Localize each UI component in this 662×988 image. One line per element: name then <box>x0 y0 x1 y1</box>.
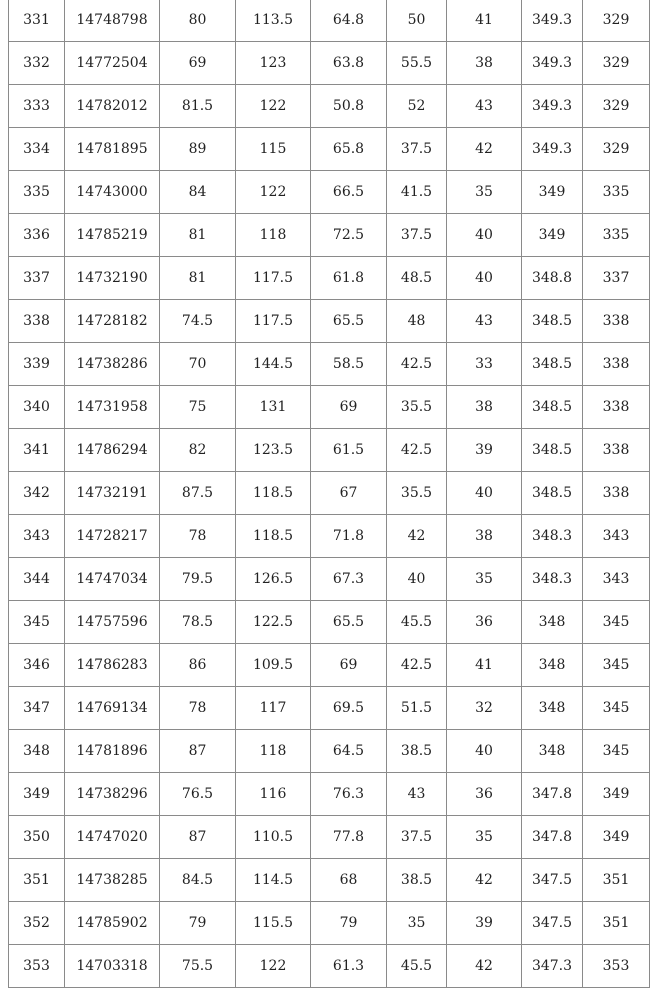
table-row <box>9 257 650 300</box>
place-cell: 338 <box>583 300 650 343</box>
score-5-cell: 36 <box>447 601 522 644</box>
table-body <box>9 0 650 988</box>
rank-cell: 348 <box>9 730 65 773</box>
rank-cell: 345 <box>9 601 65 644</box>
rank-cell: 344 <box>9 558 65 601</box>
place-cell: 345 <box>583 601 650 644</box>
score-3-cell: 61.3 <box>311 945 387 988</box>
candidate-id-cell: 14738296 <box>65 773 160 816</box>
total-cell: 348.5 <box>522 429 583 472</box>
total-cell: 348 <box>522 687 583 730</box>
rank-cell: 349 <box>9 773 65 816</box>
candidate-id-cell: 14747034 <box>65 558 160 601</box>
score-1-cell: 70 <box>160 343 236 386</box>
rank-cell: 342 <box>9 472 65 515</box>
candidate-id-cell: 14728182 <box>65 300 160 343</box>
score-2-cell: 144.5 <box>236 343 311 386</box>
score-1-cell: 87.5 <box>160 472 236 515</box>
candidate-id-cell: 14782012 <box>65 85 160 128</box>
rank-cell: 336 <box>9 214 65 257</box>
total-cell: 348.5 <box>522 386 583 429</box>
total-cell: 348.3 <box>522 515 583 558</box>
total-cell: 348 <box>522 730 583 773</box>
score-2-cell: 113.5 <box>236 0 311 42</box>
place-cell: 329 <box>583 0 650 42</box>
score-3-cell: 66.5 <box>311 171 387 214</box>
rank-cell: 338 <box>9 300 65 343</box>
candidate-id-cell: 14738285 <box>65 859 160 902</box>
score-3-cell: 64.8 <box>311 0 387 42</box>
score-4-cell: 37.5 <box>387 128 447 171</box>
score-3-cell: 63.8 <box>311 42 387 85</box>
score-5-cell: 35 <box>447 171 522 214</box>
score-1-cell: 84 <box>160 171 236 214</box>
place-cell: 345 <box>583 687 650 730</box>
candidate-id-cell: 14781895 <box>65 128 160 171</box>
score-2-cell: 118 <box>236 214 311 257</box>
table-row <box>9 601 650 644</box>
table-row <box>9 644 650 687</box>
score-2-cell: 122 <box>236 85 311 128</box>
place-cell: 349 <box>583 773 650 816</box>
score-2-cell: 115.5 <box>236 902 311 945</box>
score-table-container <box>8 0 649 988</box>
total-cell: 347.3 <box>522 945 583 988</box>
score-1-cell: 74.5 <box>160 300 236 343</box>
score-2-cell: 110.5 <box>236 816 311 859</box>
score-5-cell: 35 <box>447 816 522 859</box>
score-3-cell: 61.5 <box>311 429 387 472</box>
total-cell: 347.8 <box>522 816 583 859</box>
score-4-cell: 55.5 <box>387 42 447 85</box>
table-row <box>9 343 650 386</box>
table-row <box>9 687 650 730</box>
rank-cell: 341 <box>9 429 65 472</box>
place-cell: 349 <box>583 816 650 859</box>
score-1-cell: 75 <box>160 386 236 429</box>
total-cell: 349 <box>522 171 583 214</box>
score-3-cell: 72.5 <box>311 214 387 257</box>
score-1-cell: 81.5 <box>160 85 236 128</box>
table-row <box>9 85 650 128</box>
table-row <box>9 945 650 988</box>
rank-cell: 334 <box>9 128 65 171</box>
score-4-cell: 37.5 <box>387 214 447 257</box>
score-2-cell: 117.5 <box>236 300 311 343</box>
score-3-cell: 79 <box>311 902 387 945</box>
score-4-cell: 48.5 <box>387 257 447 300</box>
place-cell: 345 <box>583 644 650 687</box>
score-3-cell: 50.8 <box>311 85 387 128</box>
score-3-cell: 77.8 <box>311 816 387 859</box>
rank-cell: 340 <box>9 386 65 429</box>
candidate-id-cell: 14748798 <box>65 0 160 42</box>
score-1-cell: 78.5 <box>160 601 236 644</box>
rank-cell: 332 <box>9 42 65 85</box>
total-cell: 348 <box>522 601 583 644</box>
place-cell: 345 <box>583 730 650 773</box>
candidate-id-cell: 14785902 <box>65 902 160 945</box>
score-5-cell: 42 <box>447 945 522 988</box>
score-3-cell: 69.5 <box>311 687 387 730</box>
candidate-id-cell: 14772504 <box>65 42 160 85</box>
candidate-id-cell: 14769134 <box>65 687 160 730</box>
rank-cell: 352 <box>9 902 65 945</box>
score-table <box>8 0 650 988</box>
total-cell: 347.5 <box>522 902 583 945</box>
rank-cell: 350 <box>9 816 65 859</box>
score-4-cell: 45.5 <box>387 945 447 988</box>
score-5-cell: 42 <box>447 859 522 902</box>
score-4-cell: 52 <box>387 85 447 128</box>
score-1-cell: 79 <box>160 902 236 945</box>
candidate-id-cell: 14732191 <box>65 472 160 515</box>
place-cell: 338 <box>583 386 650 429</box>
score-4-cell: 45.5 <box>387 601 447 644</box>
score-5-cell: 41 <box>447 644 522 687</box>
score-4-cell: 37.5 <box>387 816 447 859</box>
rank-cell: 346 <box>9 644 65 687</box>
score-5-cell: 35 <box>447 558 522 601</box>
rank-cell: 337 <box>9 257 65 300</box>
score-5-cell: 38 <box>447 515 522 558</box>
score-1-cell: 76.5 <box>160 773 236 816</box>
score-4-cell: 41.5 <box>387 171 447 214</box>
candidate-id-cell: 14781896 <box>65 730 160 773</box>
candidate-id-cell: 14786294 <box>65 429 160 472</box>
total-cell: 349.3 <box>522 85 583 128</box>
score-2-cell: 123.5 <box>236 429 311 472</box>
score-2-cell: 118 <box>236 730 311 773</box>
score-3-cell: 58.5 <box>311 343 387 386</box>
total-cell: 348.5 <box>522 300 583 343</box>
total-cell: 347.8 <box>522 773 583 816</box>
candidate-id-cell: 14747020 <box>65 816 160 859</box>
place-cell: 338 <box>583 429 650 472</box>
total-cell: 349.3 <box>522 42 583 85</box>
place-cell: 335 <box>583 171 650 214</box>
table-row <box>9 128 650 171</box>
score-3-cell: 65.8 <box>311 128 387 171</box>
table-row <box>9 300 650 343</box>
score-1-cell: 87 <box>160 816 236 859</box>
table-row <box>9 730 650 773</box>
place-cell: 338 <box>583 472 650 515</box>
score-1-cell: 87 <box>160 730 236 773</box>
candidate-id-cell: 14731958 <box>65 386 160 429</box>
score-1-cell: 82 <box>160 429 236 472</box>
score-5-cell: 40 <box>447 257 522 300</box>
rank-cell: 351 <box>9 859 65 902</box>
rank-cell: 343 <box>9 515 65 558</box>
total-cell: 347.5 <box>522 859 583 902</box>
score-4-cell: 35.5 <box>387 472 447 515</box>
score-2-cell: 109.5 <box>236 644 311 687</box>
score-4-cell: 38.5 <box>387 859 447 902</box>
score-5-cell: 43 <box>447 300 522 343</box>
total-cell: 349.3 <box>522 0 583 42</box>
table-row <box>9 0 650 42</box>
score-3-cell: 69 <box>311 386 387 429</box>
candidate-id-cell: 14738286 <box>65 343 160 386</box>
table-row <box>9 773 650 816</box>
total-cell: 348.5 <box>522 343 583 386</box>
score-5-cell: 39 <box>447 902 522 945</box>
score-3-cell: 65.5 <box>311 300 387 343</box>
candidate-id-cell: 14743000 <box>65 171 160 214</box>
score-2-cell: 123 <box>236 42 311 85</box>
table-row <box>9 214 650 257</box>
total-cell: 349.3 <box>522 128 583 171</box>
score-4-cell: 51.5 <box>387 687 447 730</box>
table-row <box>9 515 650 558</box>
table-row <box>9 859 650 902</box>
score-3-cell: 67.3 <box>311 558 387 601</box>
candidate-id-cell: 14786283 <box>65 644 160 687</box>
score-2-cell: 117.5 <box>236 257 311 300</box>
total-cell: 348.8 <box>522 257 583 300</box>
score-5-cell: 43 <box>447 85 522 128</box>
score-2-cell: 122.5 <box>236 601 311 644</box>
score-2-cell: 118.5 <box>236 515 311 558</box>
score-5-cell: 41 <box>447 0 522 42</box>
score-4-cell: 43 <box>387 773 447 816</box>
score-4-cell: 48 <box>387 300 447 343</box>
place-cell: 351 <box>583 859 650 902</box>
table-row <box>9 558 650 601</box>
total-cell: 348.3 <box>522 558 583 601</box>
total-cell: 348.5 <box>522 472 583 515</box>
score-5-cell: 33 <box>447 343 522 386</box>
score-5-cell: 32 <box>447 687 522 730</box>
score-4-cell: 38.5 <box>387 730 447 773</box>
rank-cell: 339 <box>9 343 65 386</box>
table-row <box>9 472 650 515</box>
candidate-id-cell: 14757596 <box>65 601 160 644</box>
score-5-cell: 40 <box>447 214 522 257</box>
score-1-cell: 69 <box>160 42 236 85</box>
place-cell: 353 <box>583 945 650 988</box>
candidate-id-cell: 14785219 <box>65 214 160 257</box>
score-2-cell: 115 <box>236 128 311 171</box>
candidate-id-cell: 14703318 <box>65 945 160 988</box>
score-2-cell: 122 <box>236 945 311 988</box>
score-3-cell: 71.8 <box>311 515 387 558</box>
place-cell: 343 <box>583 515 650 558</box>
rank-cell: 353 <box>9 945 65 988</box>
score-3-cell: 76.3 <box>311 773 387 816</box>
score-1-cell: 79.5 <box>160 558 236 601</box>
score-2-cell: 126.5 <box>236 558 311 601</box>
score-1-cell: 86 <box>160 644 236 687</box>
table-row <box>9 902 650 945</box>
score-3-cell: 64.5 <box>311 730 387 773</box>
total-cell: 348 <box>522 644 583 687</box>
rank-cell: 331 <box>9 0 65 42</box>
score-4-cell: 42 <box>387 515 447 558</box>
score-4-cell: 42.5 <box>387 343 447 386</box>
score-1-cell: 75.5 <box>160 945 236 988</box>
score-3-cell: 67 <box>311 472 387 515</box>
score-4-cell: 35 <box>387 902 447 945</box>
table-row <box>9 171 650 214</box>
place-cell: 329 <box>583 128 650 171</box>
place-cell: 337 <box>583 257 650 300</box>
score-2-cell: 114.5 <box>236 859 311 902</box>
score-5-cell: 38 <box>447 42 522 85</box>
rank-cell: 347 <box>9 687 65 730</box>
score-2-cell: 118.5 <box>236 472 311 515</box>
score-2-cell: 117 <box>236 687 311 730</box>
score-4-cell: 50 <box>387 0 447 42</box>
place-cell: 335 <box>583 214 650 257</box>
score-5-cell: 40 <box>447 730 522 773</box>
score-3-cell: 61.8 <box>311 257 387 300</box>
table-row <box>9 816 650 859</box>
score-1-cell: 78 <box>160 515 236 558</box>
score-3-cell: 68 <box>311 859 387 902</box>
total-cell: 349 <box>522 214 583 257</box>
place-cell: 329 <box>583 85 650 128</box>
place-cell: 329 <box>583 42 650 85</box>
score-1-cell: 81 <box>160 257 236 300</box>
score-3-cell: 65.5 <box>311 601 387 644</box>
score-5-cell: 40 <box>447 472 522 515</box>
score-4-cell: 35.5 <box>387 386 447 429</box>
candidate-id-cell: 14728217 <box>65 515 160 558</box>
rank-cell: 333 <box>9 85 65 128</box>
score-2-cell: 116 <box>236 773 311 816</box>
score-1-cell: 78 <box>160 687 236 730</box>
table-row <box>9 429 650 472</box>
place-cell: 351 <box>583 902 650 945</box>
score-2-cell: 122 <box>236 171 311 214</box>
score-5-cell: 36 <box>447 773 522 816</box>
score-1-cell: 80 <box>160 0 236 42</box>
score-5-cell: 38 <box>447 386 522 429</box>
score-2-cell: 131 <box>236 386 311 429</box>
rank-cell: 335 <box>9 171 65 214</box>
score-1-cell: 89 <box>160 128 236 171</box>
score-1-cell: 81 <box>160 214 236 257</box>
table-row <box>9 386 650 429</box>
score-5-cell: 42 <box>447 128 522 171</box>
score-1-cell: 84.5 <box>160 859 236 902</box>
candidate-id-cell: 14732190 <box>65 257 160 300</box>
table-row <box>9 42 650 85</box>
score-3-cell: 69 <box>311 644 387 687</box>
place-cell: 343 <box>583 558 650 601</box>
score-5-cell: 39 <box>447 429 522 472</box>
score-4-cell: 42.5 <box>387 644 447 687</box>
score-4-cell: 40 <box>387 558 447 601</box>
place-cell: 338 <box>583 343 650 386</box>
score-4-cell: 42.5 <box>387 429 447 472</box>
